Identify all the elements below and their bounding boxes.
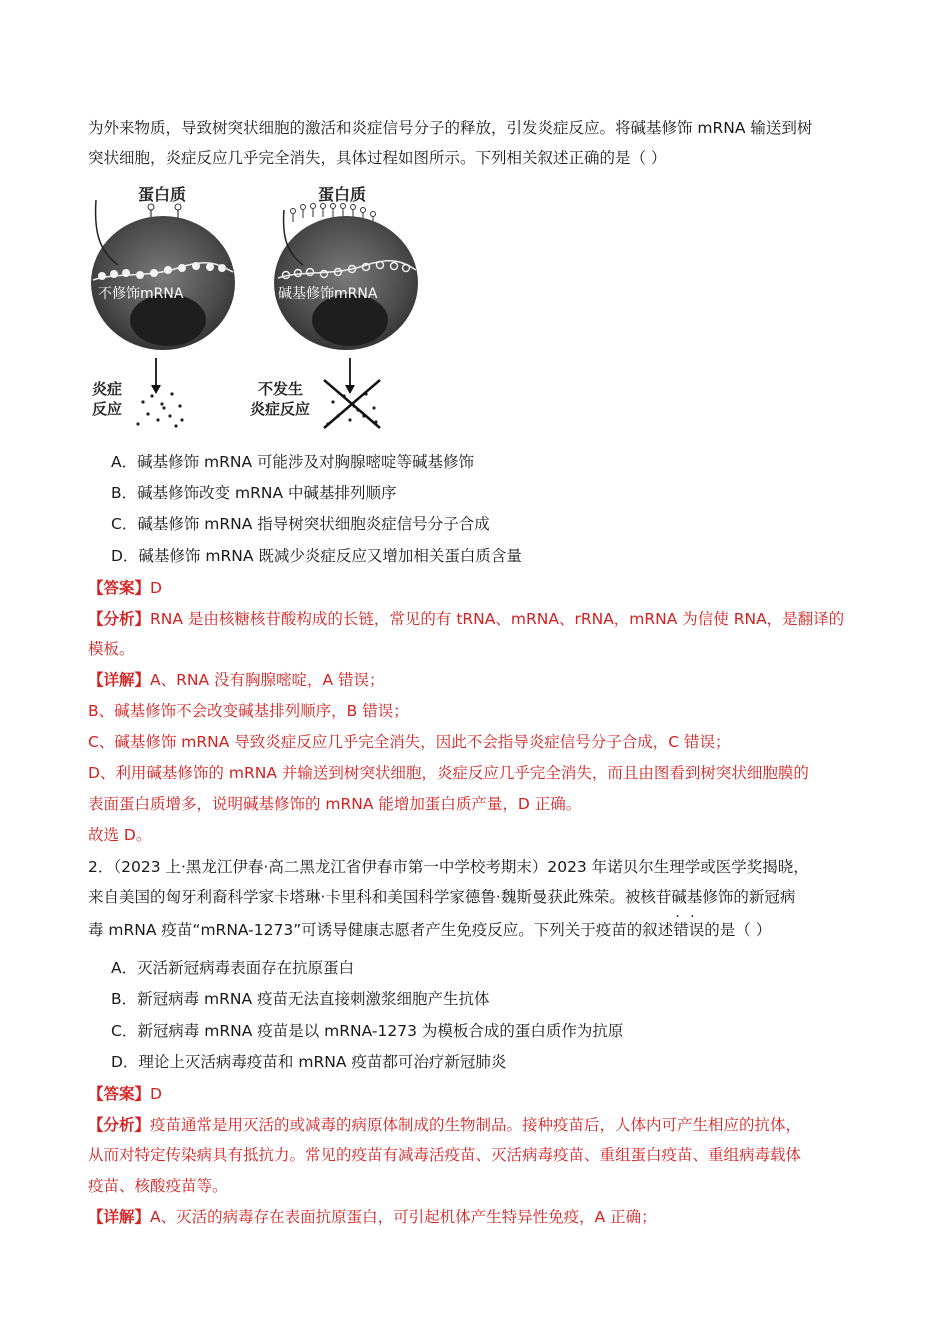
answer-value: D xyxy=(150,579,162,597)
q2-option-d: D．理论上灭活病毒疫苗和 mRNA 疫苗都可治疗新冠肺炎 xyxy=(111,1053,507,1071)
q1-detail-c: C、碱基修饰 mRNA 导致炎症反应几乎完全消失，因此不会指导炎症信号分子合成，C 错误； xyxy=(88,733,731,751)
cell-diagram xyxy=(88,180,418,430)
q2-analysis-line-1 xyxy=(88,1115,878,1135)
q2-analysis-line-3: 疫苗、核酸疫苗等。 xyxy=(88,1177,228,1195)
q1-conclusion: 故选 D。 xyxy=(88,826,152,844)
cell-diagram-svg xyxy=(88,180,418,430)
right-no-inflammation-label-2: 炎症反应 xyxy=(250,400,311,418)
q2-stem-bracket: 的是（ ） xyxy=(704,921,772,939)
q2-stem-line-3 xyxy=(88,920,878,940)
q2-stem-emphasis: 错误 · · xyxy=(673,921,704,939)
q2-stem-text: 毒 mRNA 疫苗“mRNA-1273”可诱导健康志愿者产生免疫反应。下列关于疫苗的叙述 xyxy=(88,921,674,939)
q2-analysis-line-2: 从而对特定传染病具有抵抗力。常见的疫苗有减毒活疫苗、灭活病毒疫苗、重组蛋白疫苗、重组病毒载体 xyxy=(88,1146,802,1164)
q1-option-b: B．碱基修饰改变 mRNA 中碱基排列顺序 xyxy=(111,484,397,502)
left-arrow-head xyxy=(151,385,161,394)
answer-tag: 【答案】 xyxy=(88,579,151,597)
detail-text: A、RNA 没有胸腺嘧啶，A 错误； xyxy=(150,671,385,689)
q2-stem-line-2: 来自美国的匈牙利裔科学家卡塔琳·卡里科和美国科学家德鲁·魏斯曼获此殊荣。被核苷碱基修饰的新冠病 xyxy=(88,888,796,906)
q1-detail-d-line-2: 表面蛋白质增多，说明碱基修饰的 mRNA 能增加蛋白质产量，D 正确。 xyxy=(88,795,582,813)
left-inflammation-label-1: 炎症 xyxy=(92,380,123,398)
q1-option-c: C．碱基修饰 mRNA 指导树突状细胞炎症信号分子合成 xyxy=(111,515,490,533)
detail-text: A、灭活的病毒存在表面抗原蛋白，可引起机体产生特异性免疫，A 正确； xyxy=(150,1208,657,1226)
q1-option-a: A．碱基修饰 mRNA 可能涉及对胸腺嘧啶等碱基修饰 xyxy=(111,453,475,471)
q2-option-b: B．新冠病毒 mRNA 疫苗无法直接刺激浆细胞产生抗体 xyxy=(111,990,490,1008)
q2-option-c: C．新冠病毒 mRNA 疫苗是以 mRNA-1273 为模板合成的蛋白质作为抗原 xyxy=(111,1022,624,1040)
q1-stem-line-2: 突状细胞，炎症反应几乎完全消失，具体过程如图所示。下列相关叙述正确的是（ ） xyxy=(88,149,667,167)
right-arrow-head xyxy=(345,385,355,394)
q2-detail-a xyxy=(88,1207,878,1227)
right-no-inflammation-label-1: 不发生 xyxy=(258,380,304,398)
analysis-tag: 【分析】 xyxy=(88,610,151,628)
q1-option-d: D．碱基修饰 mRNA 既减少炎症反应又增加相关蛋白质含量 xyxy=(111,547,522,565)
left-mrna-label: 不修饰mRNA xyxy=(98,286,184,302)
q1-answer xyxy=(88,578,878,598)
detail-tag: 【详解】 xyxy=(88,1208,151,1226)
q2-stem-line-1: 2．（2023 上·黑龙江伊春·高二黑龙江省伊春市第一中学校考期末）2023 年诺贝尔生理学或医学奖揭晓， xyxy=(88,858,809,876)
q1-analysis-line-2: 模板。 xyxy=(88,640,135,658)
right-protein-label: 蛋白质 xyxy=(318,185,367,204)
q1-detail-d-line-1: D、利用碱基修饰的 mRNA 并输送到树突状细胞，炎症反应几乎完全消失，而且由图看到树突状细胞膜的 xyxy=(88,764,809,782)
right-mrna-label: 碱基修饰mRNA xyxy=(278,286,378,302)
q1-stem-line-1: 为外来物质，导致树突状细胞的激活和炎症信号分子的释放，引发炎症反应。将碱基修饰 mRNA 输送到树 xyxy=(88,119,813,137)
left-signal-dots xyxy=(136,392,183,427)
q1-detail-b: B、碱基修饰不会改变碱基排列顺序，B 错误； xyxy=(88,702,409,720)
q1-detail-a xyxy=(88,670,878,690)
answer-tag: 【答案】 xyxy=(88,1085,151,1103)
q2-answer xyxy=(88,1084,878,1104)
analysis-text: RNA 是由核糖核苷酸构成的长链，常见的有 tRNA、mRNA、rRNA，mRNA 为信使 RNA，是翻译的 xyxy=(150,610,845,628)
answer-value: D xyxy=(150,1085,162,1103)
left-protein-label: 蛋白质 xyxy=(138,185,187,204)
q2-option-a: A．灭活新冠病毒表面存在抗原蛋白 xyxy=(111,959,355,977)
q1-analysis-line-1 xyxy=(88,609,878,629)
left-inflammation-label-2: 反应 xyxy=(92,400,123,418)
analysis-tag: 【分析】 xyxy=(88,1116,151,1134)
detail-tag: 【详解】 xyxy=(88,671,151,689)
analysis-text: 疫苗通常是用灭活的或减毒的病原体制成的生物制品。接种疫苗后，人体内可产生相应的抗体， xyxy=(150,1116,802,1134)
